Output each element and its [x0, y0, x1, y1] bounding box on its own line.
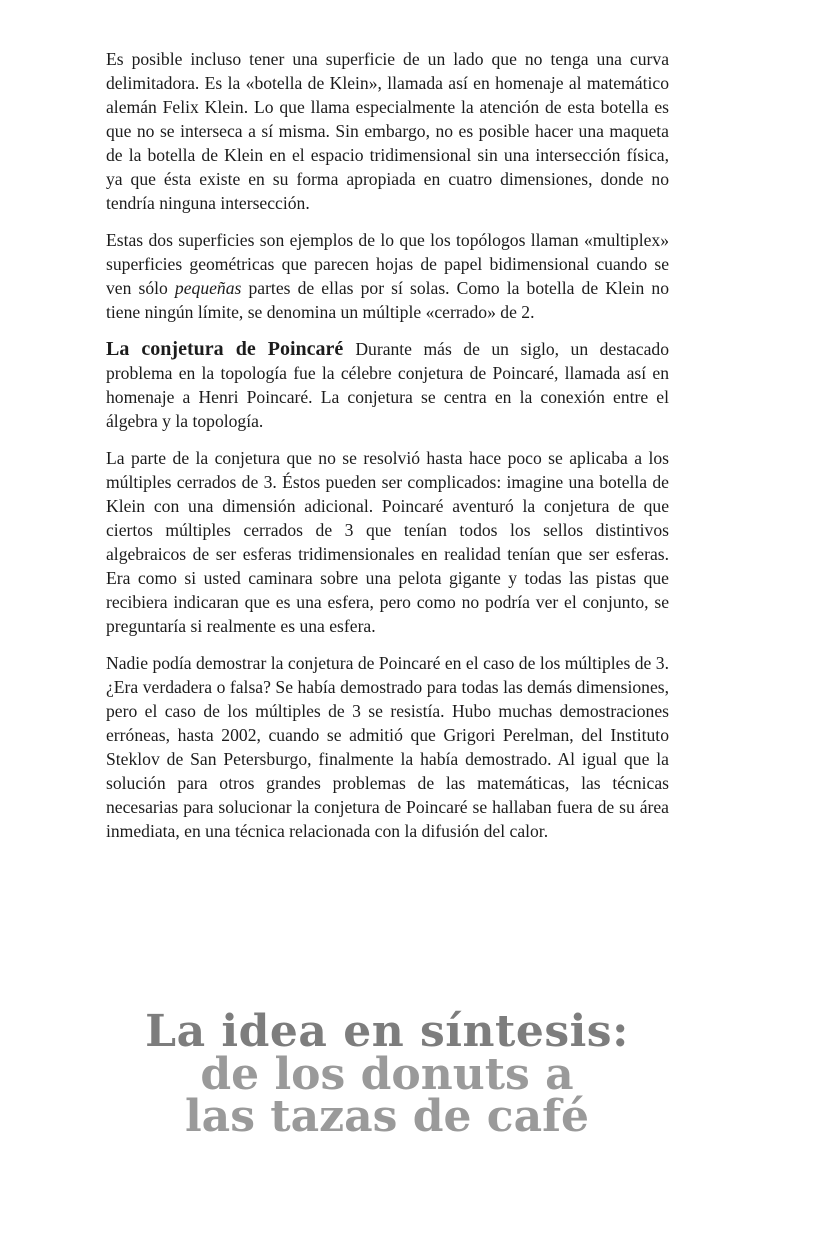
summary-line-2: de los donuts a — [200, 1049, 574, 1100]
paragraph-poincare-intro-text: Durante más de un siglo, un destacado problema en la topología fue la célebre conjetura de Poincaré, llamada así en homenaje a Henri Poincaré. La conjetura se centra en la conexión entre el álgebra y la topología. — [106, 339, 669, 431]
idea-summary — [0, 1006, 774, 1142]
paragraph-poincare-intro — [106, 337, 669, 433]
text-column — [106, 47, 669, 856]
paragraph-manifolds-part2: partes de ellas por sí solas. Como la botella de Klein no tiene ningún límite, se denomina un múltiple «cerrado» de 2. — [106, 278, 669, 322]
paragraph-perelman: Nadie podía demostrar la conjetura de Poincaré en el caso de los múltiples de 3. ¿Era verdadera o falsa? Se había demostrado para todas las demás dimensiones, pero el caso de los múltiples de 3 se resistía. Hubo muchas demostraciones erróneas, hasta 2002, cuando se admitió que Grigori Perelman, del Instituto Steklov de San Petersburgo, finalmente la había demostrado. Al igual que la solución para otros grandes problemas de las matemáticas, las técnicas necesarias para solucionar la conjetura de Poincaré se hallaban fuera de su área inmediata, en una técnica relacionada con la difusión del calor. — [106, 653, 669, 841]
section-heading: La conjetura de Poincaré — [106, 338, 344, 360]
paragraph-manifolds-part1: Estas dos superficies son ejemplos de lo que los topólogos llaman «multiplex» superficies geométricas que parecen hojas de papel bidimensional cuando se ven sólo — [106, 230, 669, 298]
paragraph-closed-3-manifolds: La parte de la conjetura que no se resolvió hasta hace poco se aplicaba a los múltiples cerrados de 3. Éstos pueden ser complicados: imagine una botella de Klein con una dimensión adicional. Poincaré aventuró la conjetura de que ciertos múltiples cerrados de 3 que tenían todos los sellos distintivos algebraicos de ser esferas tridimensionales en realidad tenían que ser esferas. Era como si usted caminara sobre una pelota gigante y todas las pistas que recibiera indicaran que es una esfera, pero como no podría ver el conjunto, se preguntaría si realmente es una esfera. — [106, 448, 669, 636]
emphasis-pequenas: pequeñas — [174, 278, 242, 298]
summary-line-3: las tazas de café — [184, 1091, 590, 1142]
paragraph-manifolds — [106, 228, 669, 324]
summary-title: La idea en síntesis: — [145, 1006, 629, 1057]
paragraph-klein-bottle: Es posible incluso tener una superficie de un lado que no tenga una curva delimitadora. Es la «botella de Klein», llamada así en homenaje al matemático alemán Felix Klein. Lo que llama especialmente la atención de esta botella es que no se interseca a sí misma. Sin embargo, no es posible hacer una maqueta de la botella de Klein en el espacio tridimensional sin una intersección física, ya que ésta existe en su forma apropiada en cuatro dimensiones, donde no tendría ninguna intersección. — [106, 49, 669, 213]
